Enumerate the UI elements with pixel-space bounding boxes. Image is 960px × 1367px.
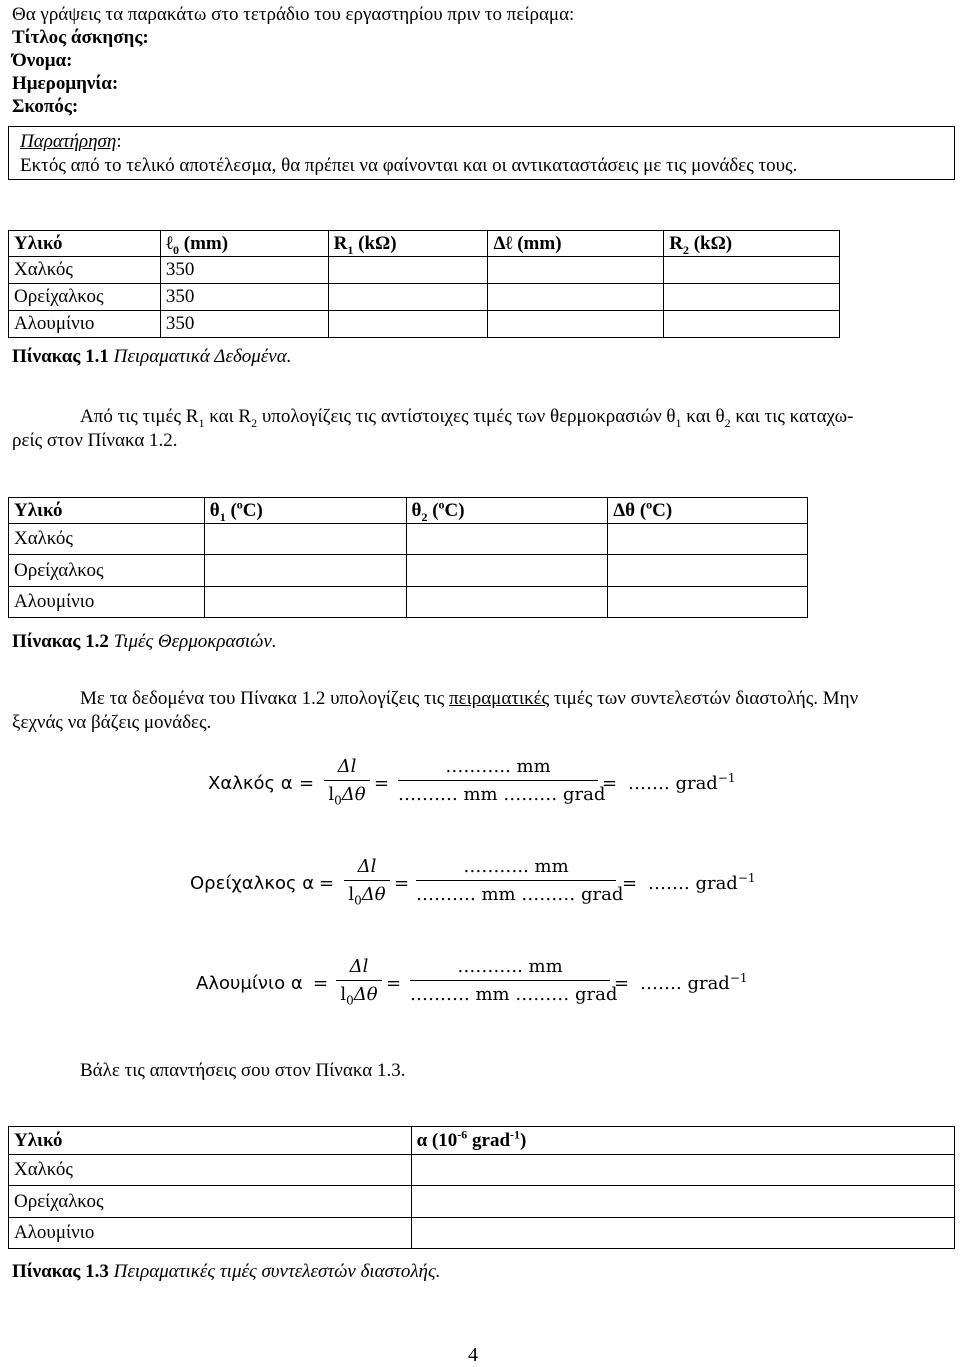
- table-row: [9, 311, 840, 338]
- theta2-unit: C): [444, 499, 465, 521]
- table2-material: Χαλκός: [9, 524, 205, 555]
- theta2-degree: o: [438, 497, 445, 512]
- dtheta-unit: C): [652, 499, 673, 521]
- table3-header-material: Υλικό: [9, 1127, 412, 1155]
- table2-theta1-cell: [204, 524, 406, 555]
- paragraph-1-line-1: [80, 406, 853, 428]
- table2-theta2-cell: [406, 587, 608, 618]
- table-temperatures: [8, 497, 808, 618]
- table1-dl-cell: [488, 311, 664, 338]
- fraction-denominator: ………. mm ……… grad: [410, 984, 618, 1005]
- table3-alpha-cell: [411, 1186, 954, 1218]
- table2-header-material: Υλικό: [9, 498, 205, 524]
- dtheta-degree: o: [646, 497, 653, 512]
- header-intro: Θα γράψεις τα παρακάτω στο τετράδιο του εργαστηρίου πριν το πείραμα:: [12, 4, 575, 25]
- paragraph-1-line-2: ρείς στον Πίνακα 1.2.: [12, 430, 178, 451]
- fraction-denominator: ………. mm ……… grad: [416, 884, 624, 905]
- theta1-open: (: [225, 499, 237, 521]
- paragraph-3: Βάλε τις απαντήσεις σου στον Πίνακα 1.3.: [80, 1060, 406, 1081]
- theta1-unit: C): [242, 499, 263, 521]
- note-heading-colon: :: [116, 131, 122, 152]
- table2-caption-text: Τιμές Θερμοκρασιών.: [113, 631, 277, 652]
- fraction-substitution: [416, 856, 624, 905]
- theta1-sub: 1: [219, 509, 226, 524]
- fraction-bar: [410, 980, 610, 981]
- table1-material: Ορείχαλκος: [9, 284, 161, 311]
- table-row: [9, 555, 808, 587]
- table2-material: Αλουμίνιο: [9, 587, 205, 618]
- equals-sign: =: [386, 973, 402, 994]
- table1-r2-cell: [664, 284, 840, 311]
- table-row: [9, 284, 840, 311]
- result-exponent: −1: [717, 771, 736, 785]
- table3-material: Χαλκός: [9, 1155, 412, 1186]
- equation-brass: [0, 856, 960, 916]
- result-text: ……. grad: [648, 873, 738, 894]
- equation-copper: [0, 756, 960, 816]
- note-heading: [20, 131, 122, 153]
- table1-header-row: [9, 231, 840, 257]
- table3-header-row: [9, 1127, 955, 1155]
- para1-text-2: και R: [204, 406, 252, 427]
- title-label: Τίτλος άσκησης:: [12, 27, 149, 48]
- table2-caption-label: Πίνακας 1.2: [12, 631, 109, 652]
- table2-header-row: [9, 498, 808, 524]
- table1-header-dl: Δℓ (mm): [488, 231, 664, 257]
- table1-dl-cell: [488, 284, 664, 311]
- fraction-denominator: [324, 784, 370, 808]
- alpha-label: α (10: [416, 1129, 458, 1151]
- dtheta-symbol: Δθ (: [613, 499, 647, 521]
- table1-material: Αλουμίνιο: [9, 311, 161, 338]
- fraction-substitution: [398, 756, 606, 805]
- table2-theta2-cell: [406, 555, 608, 587]
- dtheta-symbol: Δθ: [361, 884, 386, 905]
- page-number: 4: [468, 1344, 478, 1366]
- table1-header-r1: [328, 231, 488, 257]
- table1-r2-cell: [664, 257, 840, 284]
- fraction-substitution: [410, 956, 618, 1005]
- fraction-denominator: [336, 984, 382, 1008]
- table3-alpha-cell: [411, 1218, 954, 1249]
- l-sub: 0: [354, 893, 362, 908]
- table2-header-theta1: [204, 498, 406, 524]
- para1-text-3: υπολογίζεις τις αντίστοιχες τιμές των θερμοκρασιών θ: [257, 406, 676, 427]
- table1-l0-value: 350: [160, 257, 328, 284]
- theta2-symbol: θ: [411, 499, 422, 521]
- table2-material: Ορείχαλκος: [9, 555, 205, 587]
- table-expansion-coefficients: [8, 1126, 955, 1249]
- equals-sign: =: [319, 873, 335, 894]
- fraction-numerator: Δl: [349, 956, 369, 977]
- equation-result: [648, 873, 756, 894]
- paragraph-2-line-2: ξεχνάς να βάζεις μονάδες.: [12, 712, 212, 733]
- paragraph-2-line-1: [80, 688, 858, 710]
- table2-dtheta-cell: [608, 524, 808, 555]
- result-text: ……. grad: [640, 973, 730, 994]
- date-label: Ημερομηνία:: [12, 73, 119, 94]
- table-experimental-data: [8, 230, 840, 338]
- para1-text-5: και τις καταχω-: [730, 406, 854, 427]
- table1-r1-cell: [328, 284, 488, 311]
- equals-sign: =: [374, 773, 390, 794]
- table3-material: Ορείχαλκος: [9, 1186, 412, 1218]
- equation-label: Ορείχαλκος α: [190, 873, 315, 894]
- table1-header-material: Υλικό: [9, 231, 161, 257]
- table3-header-alpha: [411, 1127, 954, 1155]
- fraction-numerator: Δl: [357, 856, 377, 877]
- table2-header-theta2: [406, 498, 608, 524]
- note-heading-text: Παρατήρηση: [20, 131, 117, 152]
- theta2-sub: 2: [421, 509, 428, 524]
- equals-sign: =: [614, 973, 630, 994]
- equals-sign: =: [299, 773, 315, 794]
- purpose-label: Σκοπός:: [12, 96, 79, 117]
- para1-sub-2: 2: [251, 415, 258, 430]
- l-symbol: l: [348, 884, 355, 905]
- table1-r2-cell: [664, 311, 840, 338]
- equals-sign: =: [394, 873, 410, 894]
- theta2-open: (: [427, 499, 439, 521]
- table2-theta1-cell: [204, 587, 406, 618]
- table2-dtheta-cell: [608, 587, 808, 618]
- table-row: [9, 257, 840, 284]
- para1-text-1: Από τις τιμές R: [80, 406, 199, 427]
- r2-sub: 2: [682, 242, 689, 257]
- equals-sign: =: [602, 773, 618, 794]
- table2-theta1-cell: [204, 555, 406, 587]
- table-row: [9, 1186, 955, 1218]
- fraction-denominator: [344, 884, 390, 908]
- fraction-dl-over-l0dtheta: [336, 956, 382, 1008]
- table1-caption: [12, 346, 291, 368]
- alpha-unit: grad: [467, 1129, 511, 1151]
- fraction-numerator: ……….. mm: [457, 956, 563, 977]
- l-sub: 0: [334, 793, 342, 808]
- dtheta-symbol: Δθ: [341, 784, 366, 805]
- equation-result: [640, 973, 748, 994]
- para1-text-4: και θ: [681, 406, 725, 427]
- l-symbol: l: [328, 784, 335, 805]
- fraction-bar: [324, 780, 370, 781]
- para1-sub-3: 1: [675, 415, 682, 430]
- equals-sign: =: [313, 973, 329, 994]
- theta1-symbol: θ: [209, 499, 220, 521]
- table1-caption-text: Πειραματικά Δεδομένα.: [113, 346, 292, 367]
- fraction-numerator: Δl: [337, 756, 357, 777]
- theta1-degree: o: [236, 497, 243, 512]
- table3-caption-label: Πίνακας 1.3: [12, 1261, 109, 1282]
- table1-r1-cell: [328, 257, 488, 284]
- para2-text-2: τιμές των συντελεστών διαστολής. Μην: [549, 688, 859, 709]
- fraction-dl-over-l0dtheta: [344, 856, 390, 908]
- table1-l0-value: 350: [160, 311, 328, 338]
- alpha-exponent-2: -1: [510, 1127, 521, 1142]
- dtheta-symbol: Δθ: [353, 984, 378, 1005]
- l0-symbol: ℓ: [165, 232, 173, 254]
- table-row: [9, 587, 808, 618]
- table2-caption: [12, 631, 277, 653]
- l-symbol: l: [340, 984, 347, 1005]
- para2-text-1: Με τα δεδομένα του Πίνακα 1.2 υπολογίζεις τις: [80, 688, 450, 709]
- table-row: [9, 1155, 955, 1186]
- name-label: Όνομα:: [12, 50, 73, 71]
- para2-underlined: πειραματικές: [449, 688, 550, 709]
- para1-sub-1: 1: [198, 415, 205, 430]
- alpha-close: ): [520, 1129, 527, 1151]
- result-exponent: −1: [737, 871, 756, 885]
- result-text: ……. grad: [628, 773, 718, 794]
- table2-header-dtheta: [608, 498, 808, 524]
- fraction-bar: [416, 880, 616, 881]
- alpha-exponent-1: -6: [457, 1127, 468, 1142]
- r1-unit: (kΩ): [353, 232, 397, 254]
- table1-r1-cell: [328, 311, 488, 338]
- table1-l0-value: 350: [160, 284, 328, 311]
- fraction-numerator: ……….. mm: [463, 856, 569, 877]
- table3-caption-text: Πειραματικές τιμές συντελεστών διαστολής.: [113, 1261, 441, 1282]
- fraction-numerator: ……….. mm: [445, 756, 551, 777]
- table1-caption-label: Πίνακας 1.1: [12, 346, 109, 367]
- r1-sub: 1: [347, 242, 354, 257]
- table1-dl-cell: [488, 257, 664, 284]
- equals-sign: =: [622, 873, 638, 894]
- fraction-denominator: ………. mm ……… grad: [398, 784, 606, 805]
- fraction-bar: [344, 880, 390, 881]
- equation-result: [628, 773, 736, 794]
- table-row: [9, 1218, 955, 1249]
- r2-unit: (kΩ): [688, 232, 733, 254]
- table2-dtheta-cell: [608, 555, 808, 587]
- r1-symbol: R: [333, 232, 348, 254]
- l0-unit: (mm): [179, 232, 229, 254]
- table3-caption: [12, 1261, 440, 1283]
- equation-aluminium: [0, 956, 960, 1016]
- equation-label: Αλουμίνιο α: [196, 973, 303, 994]
- equation-label: Χαλκός α: [208, 773, 293, 794]
- l0-sub: 0: [173, 242, 179, 257]
- fraction-bar: [336, 980, 382, 981]
- note-text: Εκτός από το τελικό αποτέλεσμα, θα πρέπει να φαίνονται και οι αντικαταστάσεις με τις μονάδες τους.: [20, 155, 798, 176]
- table2-theta2-cell: [406, 524, 608, 555]
- table-row: [9, 524, 808, 555]
- table3-material: Αλουμίνιο: [9, 1218, 412, 1249]
- table1-header-l0: [160, 231, 328, 257]
- para1-sub-4: 2: [724, 415, 731, 430]
- result-exponent: −1: [729, 971, 748, 985]
- table1-material: Χαλκός: [9, 257, 161, 284]
- r2-symbol: R: [669, 232, 683, 254]
- table1-header-r2: [664, 231, 840, 257]
- table3-alpha-cell: [411, 1155, 954, 1186]
- l-sub: 0: [346, 993, 354, 1008]
- fraction-bar: [398, 780, 598, 781]
- fraction-dl-over-l0dtheta: [324, 756, 370, 808]
